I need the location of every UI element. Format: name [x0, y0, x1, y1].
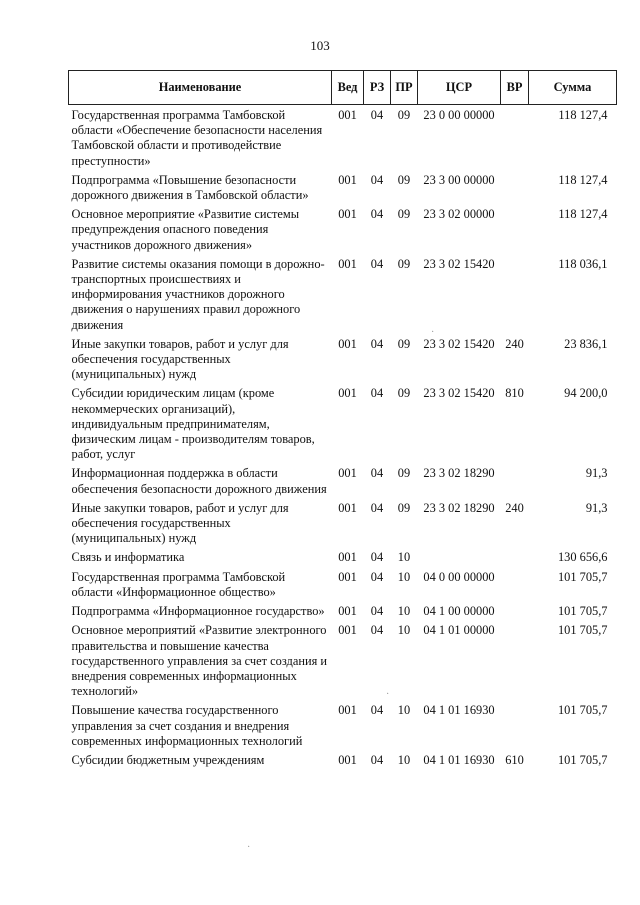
cell-pr: 10: [397, 550, 411, 565]
cell-ved: 001: [338, 752, 357, 767]
cell-csr: 23 3 02 15420: [423, 256, 495, 271]
cell-sum: 101 705,7: [557, 569, 608, 584]
cell-csr: 04 1 01 16930: [423, 752, 495, 767]
cell-vr: [501, 173, 529, 207]
cell-csr: 23 3 02 15420: [423, 386, 495, 401]
cell-rz: 04: [370, 604, 384, 619]
cell-pr: 09: [397, 466, 411, 481]
table-row: [69, 105, 617, 173]
cell-csr: 04 1 01 00000: [423, 623, 495, 638]
cell-sum: 101 705,7: [557, 752, 608, 767]
cell-name: Повышение качества государственного управления за счет создания и внедрения современных информационных технологий: [71, 703, 303, 748]
cell-name: Государственная программа Тамбовской области «Обеспечение безопасности населения Тамбовской области и противодействие преступности»: [71, 108, 323, 168]
cell-csr: 23 3 02 18290: [423, 500, 495, 515]
cell-pr: 10: [397, 623, 411, 638]
cell-name: Связь и информатика: [71, 550, 185, 565]
cell-name: Иные закупки товаров, работ и услуг для обеспечения государственных (муниципальных) нужд: [71, 500, 289, 546]
cell-sum: 91,3: [585, 500, 608, 515]
cell-vr: [501, 550, 529, 569]
cell-name: Подпрограмма «Информационное государство»: [71, 604, 325, 619]
cell-name: Основное мероприятие «Развитие системы предупреждения опасного поведения участников дорожного движения»: [71, 207, 300, 252]
cell-rz: 04: [370, 386, 384, 401]
cell-rz: 04: [370, 172, 384, 187]
cell-vr: [501, 570, 529, 604]
cell-rz: 04: [370, 550, 384, 565]
cell-pr: 10: [397, 752, 411, 767]
cell-csr: 23 0 00 00000: [423, 108, 495, 122]
cell-name: Государственная программа Тамбовской области «Информационное общество»: [71, 569, 286, 599]
budget-table: [68, 70, 617, 772]
cell-rz: 04: [370, 703, 384, 718]
table-row: [69, 466, 617, 500]
cell-pr: 09: [397, 500, 411, 515]
cell-sum: 101 705,7: [557, 703, 608, 718]
cell-vr: [501, 207, 529, 257]
cell-ved: 001: [338, 466, 357, 481]
cell-csr: 23 3 02 15420: [423, 336, 495, 351]
header-pr: ПР: [391, 71, 418, 105]
cell-rz: 04: [370, 752, 384, 767]
table-row: [69, 550, 617, 569]
cell-vr: [501, 257, 529, 337]
cell-ved: 001: [338, 569, 357, 584]
header-row: [69, 71, 617, 105]
cell-sum: 91,3: [585, 466, 608, 481]
cell-sum: 101 705,7: [557, 623, 608, 638]
cell-vr: 810: [505, 386, 524, 401]
cell-ved: 001: [338, 386, 357, 401]
cell-rz: 04: [370, 207, 384, 222]
cell-rz: 04: [370, 256, 384, 271]
cell-vr: [501, 623, 529, 703]
table-row: [69, 337, 617, 387]
cell-name: Развитие системы оказания помощи в дорожно-транспортных происшествиях и информирования участников дорожного движения о нарушениях правил дорожного движения: [71, 256, 325, 332]
cell-name: Субсидии бюджетным учреждениям: [71, 752, 265, 767]
cell-pr: 09: [397, 108, 411, 122]
cell-name: Информационная поддержка в области обеспечения безопасности дорожного движения: [71, 466, 327, 496]
cell-csr: 23 3 00 00000: [423, 172, 495, 187]
cell-vr: [501, 604, 529, 623]
cell-ved: 001: [338, 703, 357, 718]
cell-pr: 09: [397, 207, 411, 222]
cell-ved: 001: [338, 550, 357, 565]
cell-ved: 001: [338, 207, 357, 222]
cell-name: Субсидии юридическим лицам (кроме некоммерческих организаций), индивидуальным предпринимателям, физическим лицам - производителям товаров, работ, услуг: [71, 386, 315, 462]
cell-name: Основное мероприятий «Развитие электронного правительства и повышение качества государственного управления за счет создания и внедрения современных информационных технологий»: [71, 623, 328, 699]
header-rz: РЗ: [364, 71, 391, 105]
cell-pr: 10: [397, 569, 411, 584]
cell-ved: 001: [338, 500, 357, 515]
cell-sum: 130 656,6: [557, 550, 608, 565]
cell-name: Иные закупки товаров, работ и услуг для обеспечения государственных (муниципальных) нужд: [71, 336, 289, 382]
cell-pr: 09: [397, 386, 411, 401]
table-row: [69, 386, 617, 466]
cell-rz: 04: [370, 569, 384, 584]
table-row: [69, 207, 617, 257]
cell-ved: 001: [338, 172, 357, 187]
cell-csr: [418, 550, 501, 569]
cell-csr: 04 0 00 00000: [423, 569, 495, 584]
cell-csr: 04 1 01 16930: [423, 703, 495, 718]
cell-rz: 04: [370, 500, 384, 515]
cell-vr: 240: [505, 336, 524, 351]
cell-rz: 04: [370, 108, 384, 122]
table-row: [69, 257, 617, 337]
table-row: [69, 623, 617, 703]
cell-ved: 001: [338, 256, 357, 271]
cell-rz: 04: [370, 466, 384, 481]
header-vr: ВР: [501, 71, 529, 105]
cell-rz: 04: [370, 336, 384, 351]
header-ved: Вед: [332, 71, 364, 105]
cell-vr: [501, 105, 529, 173]
cell-sum: 94 200,0: [564, 386, 608, 401]
cell-pr: 10: [397, 604, 411, 619]
cell-name: Подпрограмма «Повышение безопасности дорожного движения в Тамбовской области»: [71, 172, 309, 203]
cell-ved: 001: [338, 336, 357, 351]
header-csr: ЦСР: [418, 71, 501, 105]
cell-sum: 101 705,7: [557, 604, 608, 619]
header-name: Наименование: [69, 71, 332, 105]
page-number: 103: [310, 38, 330, 53]
cell-csr: 23 3 02 00000: [423, 207, 495, 222]
cell-pr: 09: [397, 256, 411, 271]
cell-rz: 04: [370, 623, 384, 638]
cell-pr: 09: [397, 172, 411, 187]
scan-speck: ·: [431, 327, 435, 338]
cell-vr: [501, 703, 529, 753]
cell-sum: 118 036,1: [558, 256, 608, 271]
table-row: [69, 173, 617, 207]
cell-vr: [501, 466, 529, 500]
cell-pr: 09: [397, 336, 411, 351]
table-row: [69, 604, 617, 623]
table-row: [69, 753, 617, 772]
cell-ved: 001: [338, 623, 357, 638]
cell-csr: 04 1 00 00000: [423, 604, 495, 619]
cell-ved: 001: [338, 108, 357, 122]
cell-sum: 23 836,1: [564, 336, 608, 351]
table-row: [69, 703, 617, 753]
table-row: [69, 501, 617, 551]
header-sum: Сумма: [529, 71, 617, 105]
scan-speck: ·: [247, 842, 251, 853]
cell-csr: 23 3 02 18290: [423, 466, 495, 481]
cell-vr: 240: [505, 500, 524, 515]
cell-vr: 610: [505, 752, 524, 767]
cell-sum: 118 127,4: [558, 108, 608, 122]
scan-speck: ·: [386, 689, 390, 700]
cell-ved: 001: [338, 604, 357, 619]
cell-pr: 10: [397, 703, 411, 718]
cell-sum: 118 127,4: [558, 207, 608, 222]
table-row: [69, 570, 617, 604]
cell-sum: 118 127,4: [558, 172, 608, 187]
